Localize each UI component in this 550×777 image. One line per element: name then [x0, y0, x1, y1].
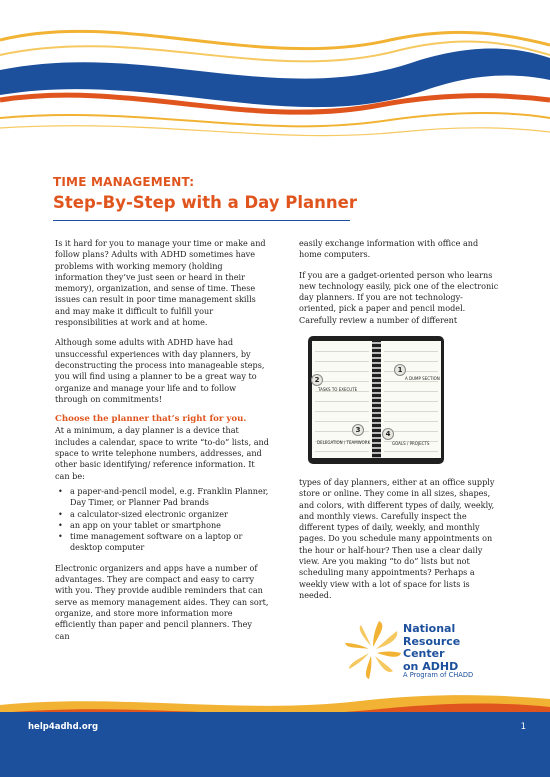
marker-2: 2 [311, 374, 323, 386]
right-column [299, 238, 499, 326]
marker-3: 3 [352, 424, 364, 436]
day-planner-illustration [308, 336, 444, 464]
list-item: • an app on your tablet or smartphone [70, 520, 269, 531]
page-number: 1 [520, 722, 526, 732]
list-item: • a calculator-sized electronic organizer [70, 509, 269, 520]
left-column [55, 238, 269, 642]
organization-tagline: A Program of CHADD [403, 671, 474, 679]
goals-label: GOALS / PROJECTS [392, 441, 430, 446]
delegation-label: DELEGATION / TEAMWORK [317, 440, 371, 445]
electronic-paragraph: Electronic organizers and apps have a number of advantages. They are compact and easy to carry with you. They provide audible reminders that can serve as memory management aides. They can sort, organize, and store more information more efficiently than paper and pencil planners. They can [55, 562, 269, 641]
logo-line-4: on ADHD [403, 659, 459, 673]
list-item: • time management software on a laptop or desktop computer [70, 531, 269, 554]
header-wave-graphic [0, 0, 550, 150]
logo-line-2: Resource [403, 634, 461, 648]
intro-paragraph: Is it hard for you to manage your time or make and follow plans? Adults with ADHD sometimes have problems with working memory (holding information they’ve just seen or heard in their memory), organization, and sense of time. These issues can result in poor time management skills and may make it difficult to fulfill your responsibilities at work and at home. [55, 238, 266, 328]
planner-rings [372, 342, 381, 458]
page-title: Step-By-Step with a Day Planner [53, 193, 358, 212]
continued-paragraph: easily exchange information with office and home computers. [299, 238, 479, 260]
kicker-heading: TIME MANAGEMENT: [53, 175, 195, 189]
planner-types-list [55, 486, 269, 554]
organization-name [403, 623, 460, 673]
nrc-logo-icon [343, 620, 403, 682]
list-item: • a paper-and-pencil model, e.g. Franklin Planner, Day Timer, or Planner Pad brands [70, 486, 269, 509]
logo-line-1: National [403, 622, 456, 635]
title-divider [53, 220, 350, 221]
planner-types-paragraph: types of day planners, either at an office supply store or online. They come in all sizes, shapes, and colors, with different types of daily, weekly, and monthly views. Carefully inspect the different types of daily, weekly, and monthly pages. Do you schedule many appointments on the hour or half-hour? Then use a clear daily view. Are you making “to do” lists but not scheduling many appointments? Perhaps a weekly view with a lot of space for lists is needed. [299, 477, 495, 600]
footer-website-link[interactable]: help4adhd.org [28, 722, 99, 732]
right-column-lower [299, 477, 504, 601]
dump-section-label: A DUMP SECTION [405, 376, 440, 381]
marker-4: 4 [382, 428, 394, 440]
definition-paragraph: At a minimum, a day planner is a device that includes a calendar, space to write “to-do” lists, and space to write telephone numbers, addresses, and other basic identifying/ reference information. It can be: [55, 425, 269, 481]
tasks-label: TASKS TO EXECUTE [318, 387, 358, 392]
logo-line-3: Center [403, 647, 445, 661]
gadget-paragraph: If you are a gadget-oriented person who learns new technology easily, pick one of the electronic day planners. If you are not technology-oriented, pick a paper and pencil model. Carefully review a number of different [299, 269, 499, 325]
planner-paragraph: Although some adults with ADHD have had unsuccessful experiences with day planners, by deconstructing the process into manageable steps, you will find using a planner to be a great way to organize and manage your life and to follow through on commitments! [55, 337, 265, 404]
marker-1: 1 [394, 364, 406, 376]
section-heading: Choose the planner that’s right for you. [55, 414, 247, 425]
